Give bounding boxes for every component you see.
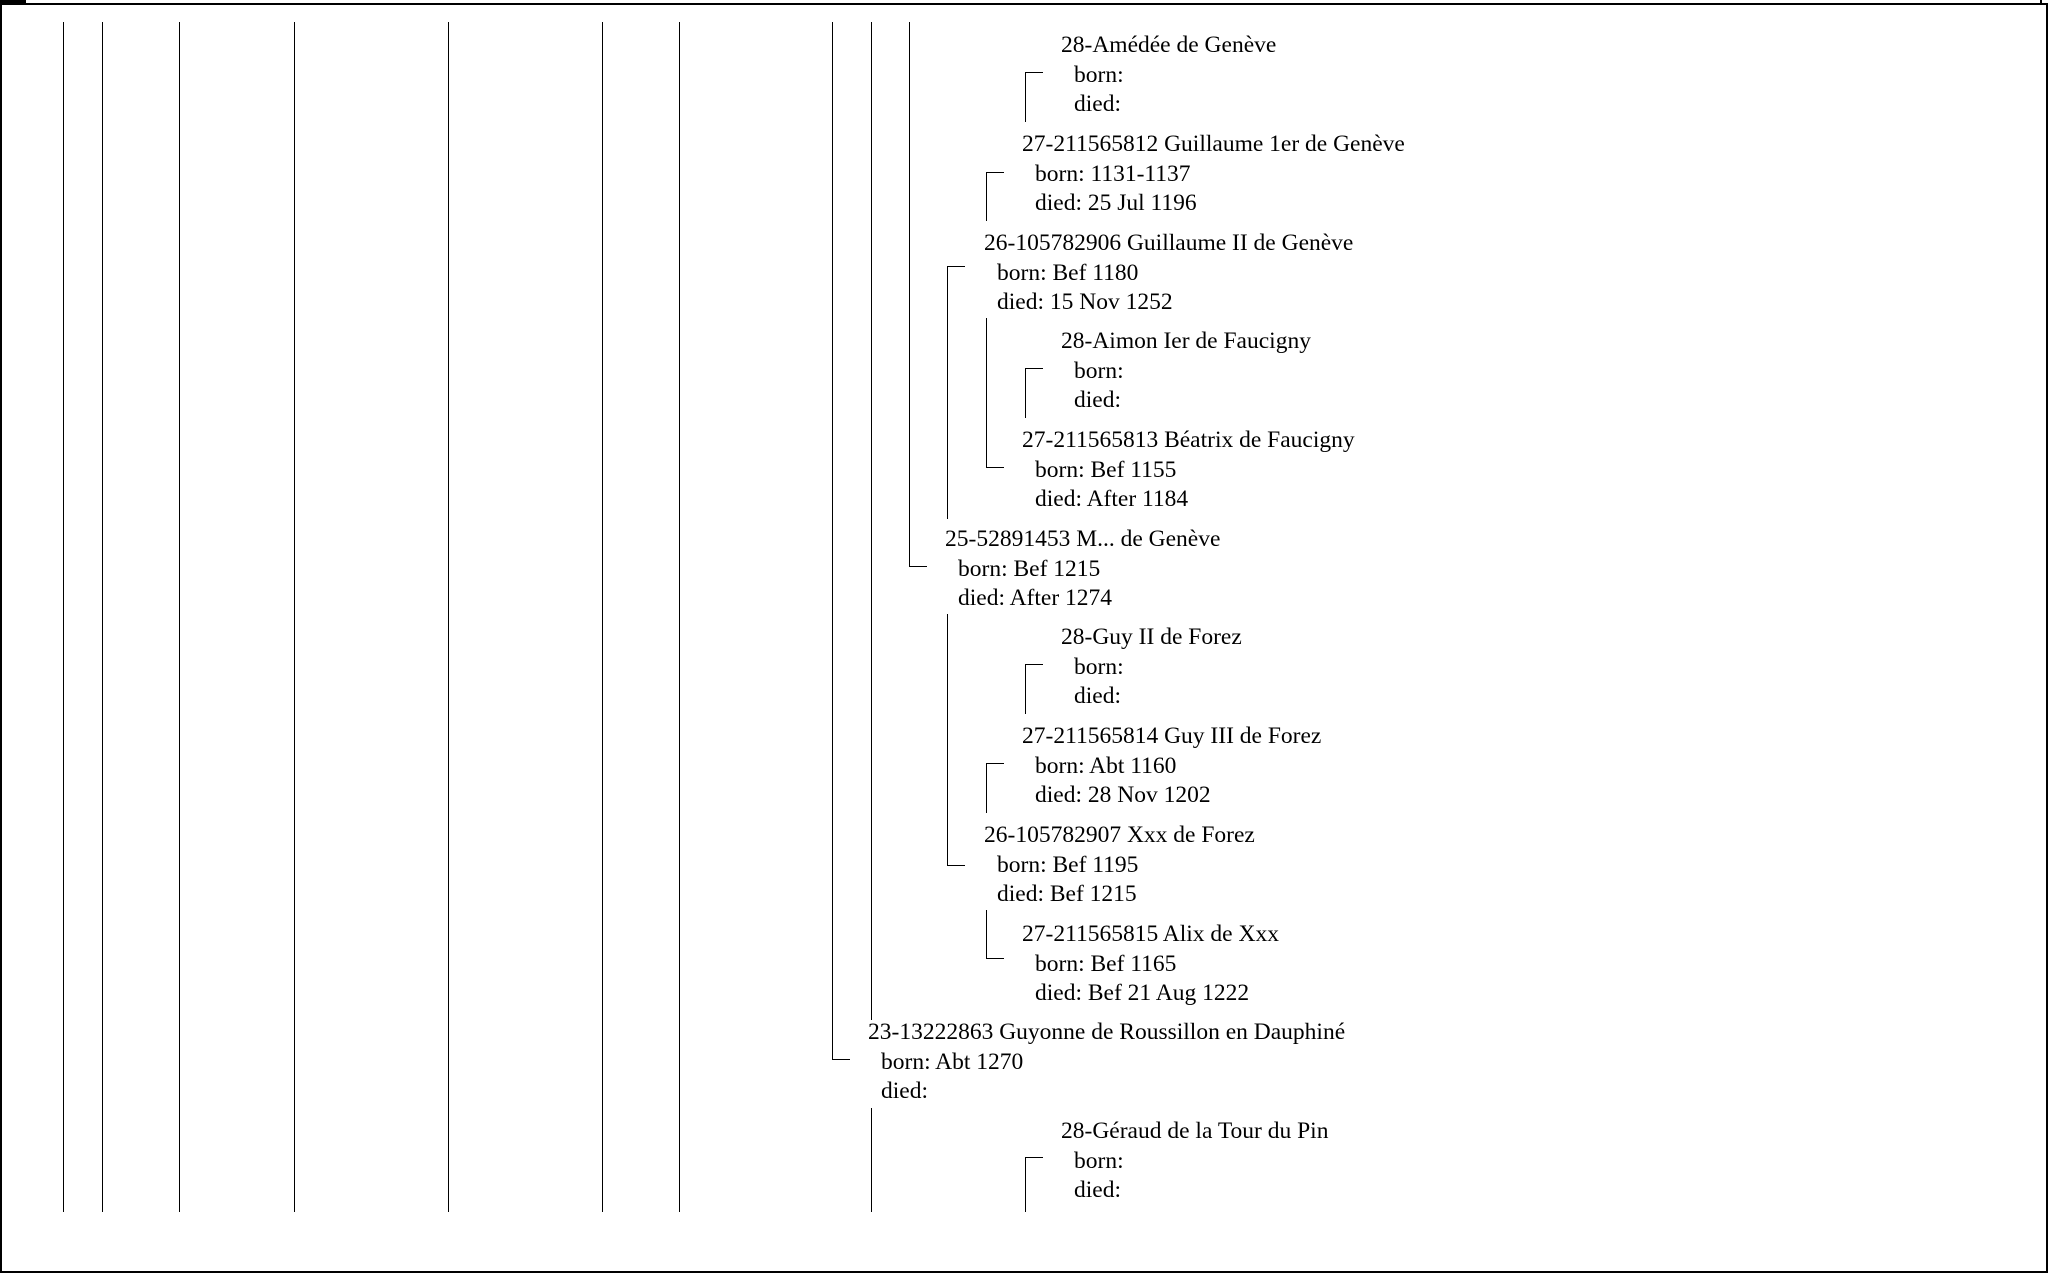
ancestor-line (986, 763, 987, 813)
person-name: 28-Guy II de Forez (1061, 624, 1242, 650)
person-died: died: (881, 1078, 928, 1104)
person-died: died: 15 Nov 1252 (997, 289, 1173, 315)
person-born: born: (1074, 357, 1124, 384)
person-name: 26-105782907 Xxx de Forez (984, 822, 1255, 848)
ancestor-line (679, 22, 680, 1212)
ancestor-line (871, 22, 872, 1020)
ancestor-line (294, 22, 295, 1212)
ancestor-line (947, 266, 948, 519)
ancestor-line (871, 1108, 872, 1212)
connector-line (986, 172, 1004, 173)
person-record (984, 229, 1353, 318)
ancestor-line (63, 22, 64, 1212)
person-name: 25-52891453 M... de Genève (945, 526, 1221, 552)
person-born: born: Bef 1165 (1035, 950, 1177, 977)
person-name: 28-Géraud de la Tour du Pin (1061, 1118, 1329, 1144)
person-record (1061, 31, 1276, 120)
person-died: died: 28 Nov 1202 (1035, 782, 1211, 808)
person-born: born: Abt 1270 (881, 1048, 1024, 1075)
ancestor-line (1025, 664, 1026, 714)
person-died: died: (1074, 683, 1121, 709)
ancestor-line (448, 22, 449, 1212)
connector-line (1025, 72, 1043, 73)
ancestor-line (909, 22, 910, 567)
ancestor-line (832, 22, 833, 1060)
person-born: born: Abt 1160 (1035, 752, 1177, 779)
person-name: 28-Amédée de Genève (1061, 32, 1277, 58)
ancestor-line (1025, 72, 1026, 122)
person-born: born: Bef 1155 (1035, 456, 1177, 483)
ancestor-line (602, 22, 603, 1212)
person-born: born: Bef 1195 (997, 851, 1139, 878)
ancestor-line (1025, 1157, 1026, 1212)
person-born: born: (1074, 653, 1124, 680)
person-died: died: Bef 21 Aug 1222 (1035, 980, 1250, 1006)
connector-line (832, 1059, 850, 1060)
person-died: died: (1074, 387, 1121, 413)
connector-line (986, 467, 1004, 468)
person-record (945, 525, 1220, 614)
person-born: born: (1074, 61, 1124, 88)
person-died: died: Bef 1215 (997, 881, 1137, 907)
person-name: 26-105782906 Guillaume II de Genève (984, 230, 1354, 256)
ancestor-line (947, 614, 948, 866)
person-born: born: (1074, 1147, 1124, 1174)
person-died: died: After 1274 (958, 585, 1113, 611)
person-died: died: (1074, 1177, 1121, 1203)
ancestor-line (179, 22, 180, 1212)
ancestor-line (986, 172, 987, 221)
person-born: born: Bef 1180 (997, 259, 1139, 286)
ancestor-line (1025, 368, 1026, 418)
person-died: died: 25 Jul 1196 (1035, 190, 1197, 216)
person-record (1022, 920, 1279, 1009)
connector-line (947, 865, 965, 866)
person-record (1061, 1117, 1328, 1206)
ancestor-line (102, 22, 103, 1212)
person-born: born: 1131-1137 (1035, 160, 1191, 187)
person-died: died: After 1184 (1035, 486, 1189, 512)
person-name: 27-211565815 Alix de Xxx (1022, 921, 1279, 947)
person-record (984, 821, 1255, 910)
person-name: 27-211565814 Guy III de Forez (1022, 723, 1322, 749)
ancestor-line (986, 318, 987, 468)
person-born: born: Bef 1215 (958, 555, 1101, 582)
person-record (868, 1018, 1345, 1107)
person-record (1061, 623, 1242, 712)
connector-line (986, 763, 1004, 764)
ancestor-line (986, 910, 987, 959)
person-record (1022, 426, 1355, 515)
connector-line (947, 266, 965, 267)
person-died: died: (1074, 91, 1121, 117)
person-name: 23-13222863 Guyonne de Roussillon en Dauphiné (868, 1019, 1346, 1045)
person-name: 28-Aimon Ier de Faucigny (1061, 328, 1311, 354)
person-record (1061, 327, 1311, 416)
connector-line (909, 566, 927, 567)
person-record (1022, 130, 1405, 219)
connector-line (1025, 664, 1043, 665)
connector-line (1025, 1157, 1043, 1158)
person-name: 27-211565813 Béatrix de Faucigny (1022, 427, 1355, 453)
connector-line (986, 958, 1004, 959)
connector-line (1025, 368, 1043, 369)
person-name: 27-211565812 Guillaume 1er de Genève (1022, 131, 1405, 157)
person-record (1022, 722, 1321, 811)
